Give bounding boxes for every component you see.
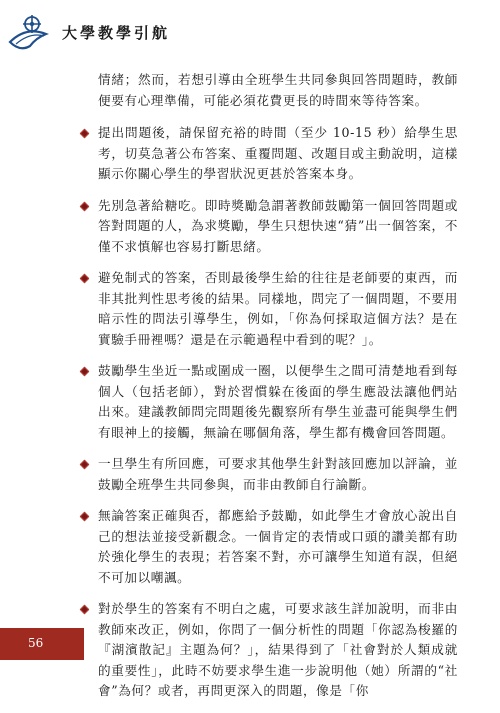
continuation-paragraph: 情緒；然而，若想引導由全班學生共同參與回答問題時，教師便要有心理準備，可能必須花費更長的時間來等待答案。 [98, 72, 458, 108]
bullet-item [80, 196, 458, 258]
bullet-icon [80, 460, 90, 470]
page-header [0, 0, 500, 60]
bullet-item [80, 361, 458, 443]
bullet-item [80, 268, 458, 350]
bullet-icon [80, 512, 90, 522]
compass-anchor-logo-icon [6, 12, 70, 56]
page-content [80, 70, 458, 713]
bullet-item [80, 599, 458, 702]
bullet-text: 一旦學生有所回應，可要求其他學生針對該回應加以評論，並鼓勵全班學生共同參與，而非由教師自行論斷。 [98, 456, 458, 492]
bullet-text: 先別急著給糖吃。即時獎勵急謂著教師鼓勵第一個回答問題或答對問題的人，為求獎勵，學生只想快速“猜”出一個答案，不僅不求慎解也容易打斷思緒。 [98, 197, 458, 254]
bullet-text: 對於學生的答案有不明白之處，可要求該生詳加說明，而非由教師來改正，例如，你問了一個分析性的問題「你認為梭羅的『湖濱散記』主題為何？」，結果得到了「社會對於人類成就的重要性」，此時不妨要求學生進一步說明他（她）所謂的“社會”為何？或者，再問更深入的問題，像是「你 [98, 601, 458, 698]
bullet-text: 避免制式的答案，否則最後學生給的往往是老師要的東西，而非其批判性思考後的結果。同樣地，問完了一個問題，不要用暗示性的問法引導學生，例如，「你為何採取這個方法？是在實驗手冊裡嗎？還是在示範過程中看到的呢？」。 [98, 270, 458, 347]
header-title: 大學教學引航 [62, 24, 171, 42]
page-number: 56 [28, 636, 44, 650]
footer-page-tab [0, 628, 84, 660]
bullet-icon [80, 201, 90, 211]
bullet-icon [80, 605, 90, 615]
bullet-icon [80, 367, 90, 377]
bullet-item [80, 454, 458, 495]
bullet-text: 無論答案正確與否，都應給予鼓勵，如此學生才會放心說出自己的想法並接受新觀念。一個肯定的表情或口頭的讚美都有助於強化學生的表現；若答案不對，亦可讓學生知道有誤，但絕不可加以嘲諷。 [98, 508, 458, 585]
bullet-item [80, 506, 458, 588]
bullet-icon [80, 129, 90, 139]
bullet-text: 鼓勵學生坐近一點或圍成一圈，以便學生之間可清楚地看到每個人（包括老師），對於習慣躲在後面的學生應設法讓他們站出來。建議教師問完問題後先觀察所有學生並盡可能與學生們有眼神上的接觸，無論在哪個角落，學生都有機會回答問題。 [98, 363, 458, 440]
bullet-icon [80, 274, 90, 284]
bullet-item [80, 123, 458, 185]
bullet-text: 提出問題後，請保留充裕的時間（至少 10-15 秒）給學生思考，切莫急著公布答案、重覆問題、改題目或主動說明，這樣顯示你關心學生的學習狀況更甚於答案本身。 [98, 125, 458, 181]
